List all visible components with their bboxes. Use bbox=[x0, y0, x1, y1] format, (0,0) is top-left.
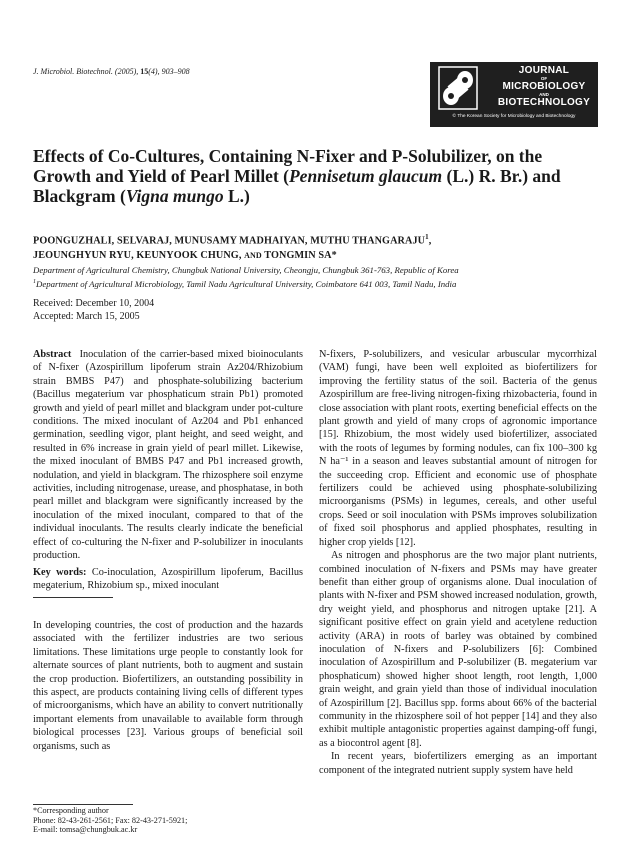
intro-paragraph: As nitrogen and phosphorus are the two major plant nutrients, combined inoculation of N-fixers and PSMs may have greater benefit than either group of organisms alone. Dual inoculation of plants with N-fixer and PSM showed increased nodulation, growth, dry weight yield, and phosphorus and nitrogen uptake [21]. A significant positive effect on grain yield and acetylene reduction activity (ARA) in roots of barley was obtained by combined inoculation of N-fixers and P-solubilizers [6]: Combined inoculation of Azospirillum and P-solubilizer (B. megaterium var phosphaticum) showed higher shoot length, root length, 1,000 grain weight, and grain yield than those of individual inoculation of Azospirillum [2]. Bacillus spp. forms about 66% of the bacterial community in the rhizosphere soil of hot pepper [14] and they also exhibit multiple antagonistic properties against damping-off fungi, as a biocontrol agent [8]. bbox=[319, 550, 597, 749]
corresponding-author-footnote: *Corresponding author Phone: 82-43-261-2561; Fax: 82-43-271-5921; E-mail: tomsa@chungbuk.ac.kr bbox=[33, 806, 188, 834]
abstract-text: Inoculation of the carrier-based mixed bioinoculants of N-fixer (Azospirillum lipoferum strain Az204/Rhizobium strain BMBS P47) and phosphate-solubilizing bacterium (Bacillus megaterium var phosphaticum strain Pb1) promoted growth and yield of pearl millet and blackgram under pot-culture conditions. The mixed inoculant of Az204 and Pb1 enhanced germination, seedling vigor, plant height, and seed weight, and resulted in 6% increase in grain yield of pearl millet. Likewise, the mixed inoculant of BMBS P47 and Pb1 increased growth, nodulation, and yield in blackgram. The rhizosphere soil enzyme activities, including nitrogenase, urease, and phosphatase, in both pearl millet and blackgram were significantly increased by the inoculation of the mixed inoculant, compared to that of the individual inoculants. The results clearly indicate the beneficial effect of co-culturing the N-fixer and P-solubilizer in inoculants production. bbox=[33, 349, 303, 562]
footnote-divider bbox=[33, 804, 133, 805]
article-title: Effects of Co-Cultures, Containing N-Fixer and P-Solubilizer, on the Growth and Yield of Pearl Millet (Pennisetum glaucum (L.) R. Br.) and Blackgram (Vigna mungo L.) bbox=[33, 146, 561, 206]
logo-wordmark: JOURNAL OF MICROBIOLOGY AND BIOTECHNOLOGY bbox=[497, 65, 591, 108]
introduction-left: In developing countries, the cost of production and the hazards associated with the fertilizer industries are two serious limitations. These limitations urge people to constantly look for alternate sources of plant nutrients, both to augment and sustain the crop production. Biofertilizers, an outstanding possibility in this aspect, are products containing living cells of different types of microorganisms, which have an ability to convert nutritionally important elements from unavailable to available form through biological processes [23]. Various groups of beneficial soil organisms, such as bbox=[33, 620, 303, 752]
logo-society-line: © The Korean Society for Microbiology and Biotechnology bbox=[452, 114, 576, 119]
abstract-section bbox=[33, 348, 303, 592]
article-dates bbox=[33, 297, 154, 323]
section-divider bbox=[33, 597, 113, 598]
journal-logo bbox=[430, 62, 598, 127]
received-date: Received: December 10, 2004 bbox=[33, 298, 155, 309]
citation-journal: J. Microbiol. Biotechnol. bbox=[33, 67, 113, 76]
author-list: POONGUZHALI, SELVARAJ, MUNUSAMY MADHAIYAN, MUTHU THANGARAJU$^1$, JEOUNGHYUN RYU, KEUNYOOK CHUNG, AND TONGMIN SA* bbox=[33, 233, 432, 262]
citation-volume: 15 bbox=[140, 67, 149, 76]
intro-paragraph: In recent years, biofertilizers emerging as an important component of the integrated nutrient supply system have held bbox=[319, 751, 597, 776]
citation-year: (2005), bbox=[114, 67, 139, 76]
journal-citation bbox=[33, 67, 190, 76]
accepted-date: Accepted: March 15, 2005 bbox=[33, 311, 140, 322]
logo-emblem-icon bbox=[438, 66, 478, 110]
intro-paragraph: N-fixers, P-solubilizers, and vesicular arbuscular mycorrhizal (VAM) fungi, have been well exploited as biofertilizers for improving the fertility status of the soil. Bacteria of the genus Azospirillum are free-living nitrogen-fixing rhizobacteria, found in close association with plant roots, exerting beneficial effects on the plant growth and yield of many crops of agronomic importance [15]. Rhizobium, the most widely used biofertilizer, associated with the roots of legumes by forming nodules, can fix 100–300 kg N ha⁻¹ in a season and leaves substantial amount of nitrogen for the succeeding crop. Efficient and economic use of phosphate fertilizers could be achieved using phosphate-solubilizing microorganisms (PSMs) in legumes, cereals, and other useful crops. Seed or soil inoculation with PSMs improves solubilization of fixed soil phosphorus and applied phosphates, resulting in higher crop yields [12]. bbox=[319, 349, 597, 548]
citation-pages: (4), 903–908 bbox=[148, 67, 190, 76]
keywords-label: Key words: bbox=[33, 566, 87, 578]
author-email: E-mail: tomsa@chungbuk.ac.kr bbox=[33, 825, 138, 834]
affiliations: Department of Agricultural Chemistry, Chungbuk National University, Cheongju, Chungbuk 361-763, Republic of Korea $^1$Department of Agricultural Microbiology, Tamil Nadu Agricultural University, Coimbatore 641 003, Tamil Nadu, India bbox=[33, 265, 459, 289]
abstract-label: Abstract bbox=[33, 349, 72, 360]
keywords-text: Co-inoculation, Azospirillum lipoferum, Bacillus megaterium, Rhizobium sp., mixed inoculant bbox=[33, 566, 304, 591]
introduction-right bbox=[319, 348, 597, 777]
